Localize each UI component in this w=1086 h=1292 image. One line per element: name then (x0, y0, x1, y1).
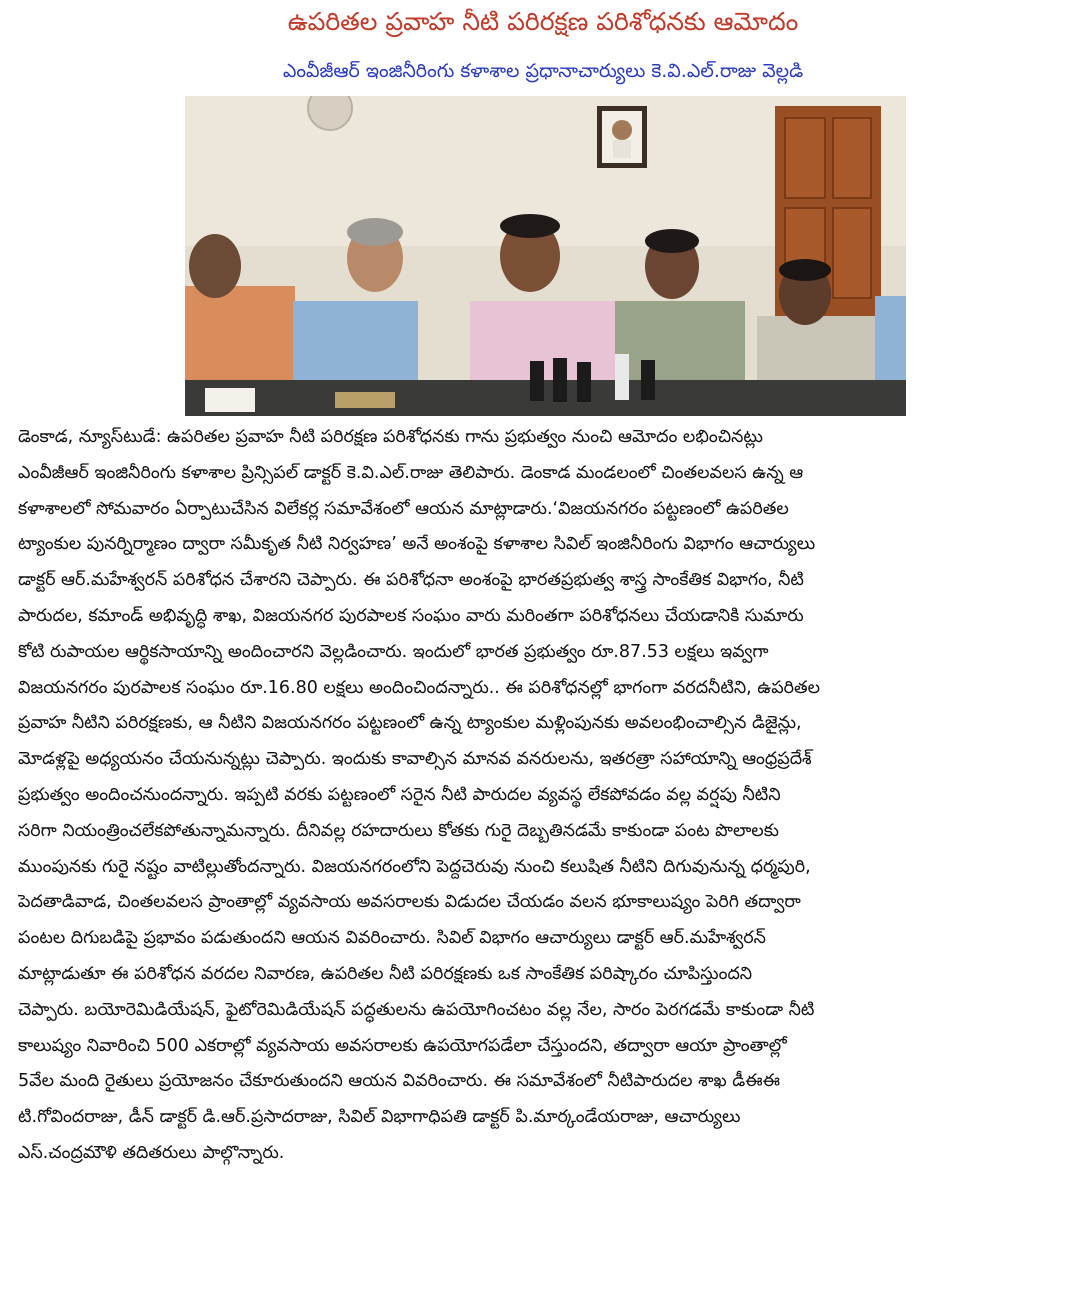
body-line: కాలుష్యం నివారించి 500 ఎకరాల్లో వ్యవసాయ అవసరాలకు ఉపయోగపడేలా చేస్తుందని, తద్వారా ఆయా ప్రాంతాల్లో (18, 1035, 787, 1056)
body-line: పెదతాడివాడ, చింతలవలస ప్రాంతాల్లో వ్యవసాయ అవసరాలకు విడుదల చేయడం వలన భూకాలుష్యం పెరిగి తద్వారా (18, 892, 801, 913)
body-line: మాట్లాడుతూ ఈ పరిశోధన వరదల నివారణ, ఉపరితల నీటి పరిరక్షణకు ఒక సాంకేతిక పరిష్కారం చూపిస్తుందని (18, 963, 753, 984)
body-line: 5వేల మంది రైతులు ప్రయోజనం చేకూరుతుందని ఆయన వివరించారు. ఈ సమావేశంలో నీటిపారుదల శాఖ డీఈఈ (18, 1071, 781, 1092)
body-line: కళాశాలలో సోమవారం ఏర్పాటుచేసిన విలేకర్ల సమావేశంలో ఆయన మాట్లాడారు.‘విజయనగరం పట్టణంలో ఉపరితల (18, 498, 789, 519)
body-line: కోటి రుపాయల ఆర్థికసాయాన్ని అందించారని వెల్లడించారు. ఇందులో భారత ప్రభుత్వం రూ.87.53 లక్షలు ఇవ్వగా (18, 641, 769, 662)
body-line: పంటల దిగుబడిపై ప్రభావం పడుతుందని ఆయన వివరించారు. సివిల్ విభాగం ఆచార్యులు డాక్టర్ ఆర్.మహేశ్వరన్ (18, 928, 766, 949)
article-body (18, 420, 1076, 1172)
body-line: సరిగా నియంత్రించలేకపోతున్నామన్నారు. దీనివల్ల రహదారులు కోతకు గురై దెబ్బతినడమే కాకుండా పంట పొలాలకు (18, 820, 779, 841)
body-line: చెప్పారు. బయోరెమిడియేషన్, ఫైటోరెమిడియేషన్ పద్ధతులను ఉపయోగించటం వల్ల నేల, సారం పెరగడమే కాకుండా నీటి (18, 999, 815, 1020)
body-line: ప్రవాహ నీటిని పరిరక్షణకు, ఆ నీటిని విజయనగరం పట్టణంలో ఉన్న ట్యాంకుల మళ్లింపునకు అవలంభించాల్సిన డిజైన్లు, (18, 713, 802, 734)
body-line: మోడళ్లపై అధ్యయనం చేయనున్నట్లు చెప్పారు. ఇందుకు కావాల్సిన మానవ వనరులను, ఇతరత్రా సహాయాన్ని ఆంధ్రప్రదేశ్ (18, 749, 812, 770)
article-headline: ఉపరితల ప్రవాహ నీటి పరిరక్షణ పరిశోధనకు ఆమోదం (287, 7, 799, 36)
body-line: ఎంవీజీఆర్ ఇంజినీరింగు కళాశాల ప్రిన్సిపల్ డాక్టర్ కె.వి.ఎల్.రాజు తెలిపారు. డెంకాడ మండలంలో చింతలవలస ఉన్న ఆ (18, 462, 804, 483)
article-subheadline: ఎంవీజీఆర్ ఇంజినీరింగు కళాశాల ప్రధానాచార్యులు కె.వి.ఎల్.రాజు వెల్లడి (282, 60, 804, 82)
body-line: డెంకాడ, న్యూస్‌టుడే: ఉపరితల ప్రవాహ నీటి పరిరక్షణ పరిశోధనకు గాను ప్రభుత్వం నుంచి ఆమోదం లభించినట్లు (18, 427, 763, 447)
body-line: విజయనగరం పురపాలక సంఘం రూ.16.80 లక్షలు అందించిందన్నారు.. ఈ పరిశోధనల్లో భాగంగా వరదనీటిని, ఉపరితల (18, 677, 821, 698)
body-line: ప్రభుత్వం అందించనుందన్నారు. ఇప్పటి వరకు పట్టణంలో సరైన నీటి పారుదల వ్యవస్థ లేకపోవడం వల్ల వర్షపు నీటిని (18, 784, 781, 805)
body-line: ముంపునకు గురై నష్టం వాటిల్లుతోందన్నారు. విజయనగరంలోని పెద్దచెరువు నుంచి కలుషిత నీటిని దిగువునున్న ధర్మపురి, (18, 856, 811, 877)
body-line: పారుదల, కమాండ్ అభివృద్ధి శాఖ, విజయనగర పురపాలక సంఘం వారు మరింతగా పరిశోధనలు చేయడానికి సుమారు (18, 605, 804, 626)
body-line: ఎస్.చంద్రమౌళి తదితరులు పాల్గొన్నారు. (18, 1142, 285, 1163)
body-line: డాక్టర్ ఆర్.మహేశ్వరన్ పరిశోధన చేశారని చెప్పారు. ఈ పరిశోధనా అంశంపై భారతప్రభుత్వ శాస్త్ర సాంకేతిక విభాగం, నీటి (18, 570, 804, 591)
body-line: ట్యాంకుల పునర్నిర్మాణం ద్వారా సమీకృత నీటి నిర్వహణ’ అనే అంశంపై కళాశాల సివిల్ ఇంజినీరింగు విభాగం ఆచార్యులు (18, 534, 816, 555)
press-meet-photo (185, 96, 906, 416)
body-line: టి.గోవిందరాజు, డీన్ డాక్టర్ డి.ఆర్.ప్రసాదరాజు, సివిల్ విభాగాధిపతి డాక్టర్ పి.మార్కండేయరాజు, ఆచార్యులు (18, 1107, 741, 1128)
